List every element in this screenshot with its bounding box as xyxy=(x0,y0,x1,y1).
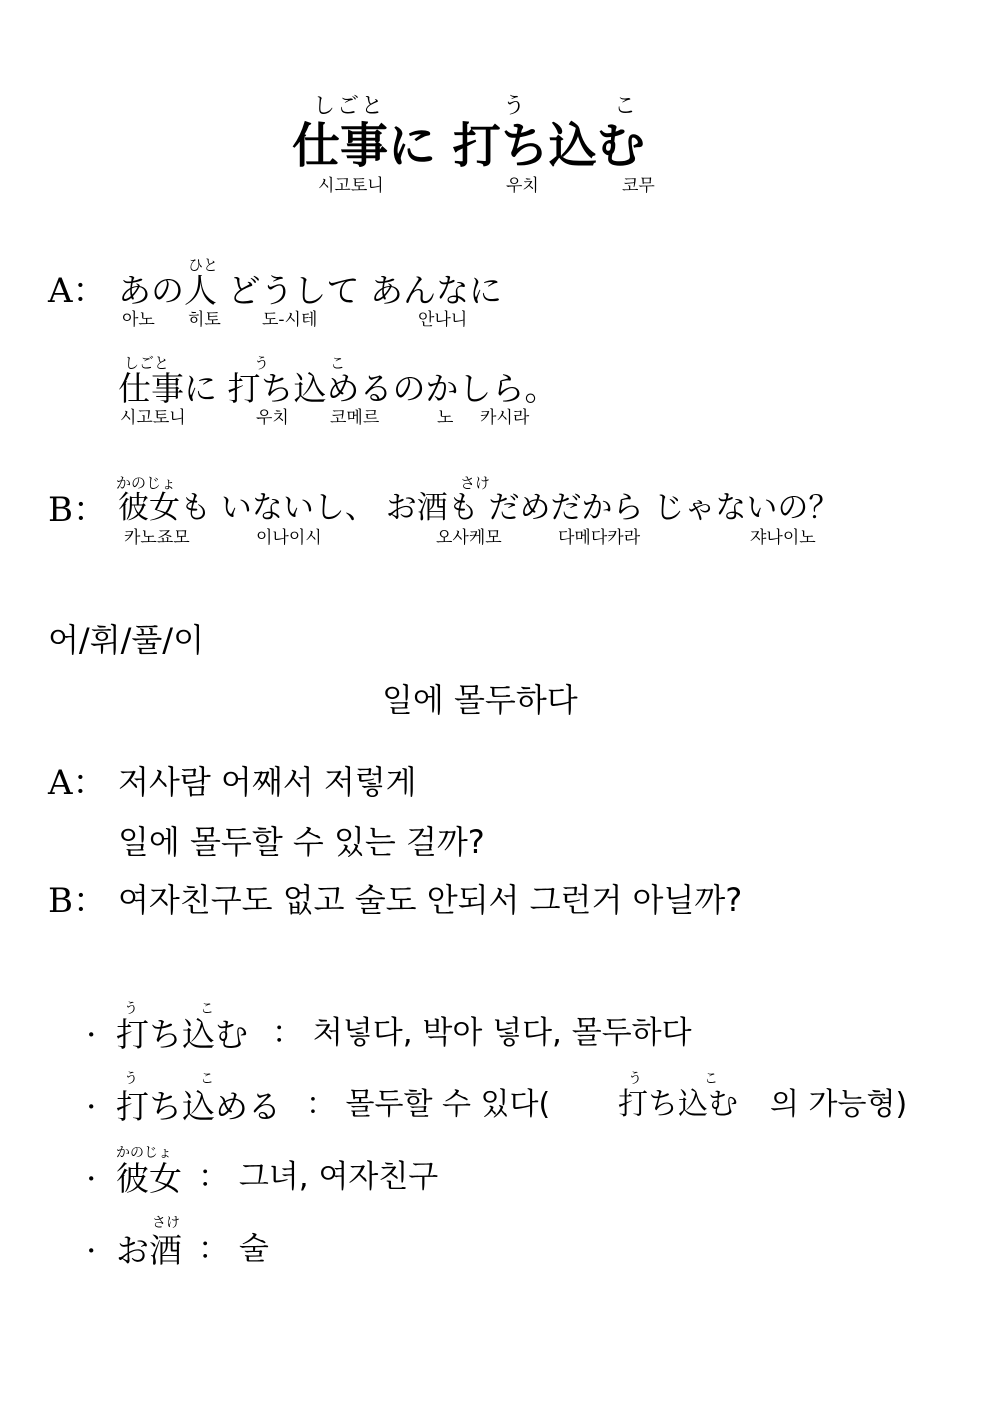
vocab-subtitle: 일에 몰두하다 xyxy=(382,681,578,719)
a2-korean-3: 코메르 xyxy=(330,408,380,428)
a-line1-jp: あの人 どうして あんなに xyxy=(118,271,502,310)
v3-meaning: ： 그녀, 여자친구 xyxy=(198,1159,439,1195)
a1-korean-2: 히토 xyxy=(188,310,221,330)
v2-furigana-ko: こ xyxy=(200,1071,214,1087)
title-korean-3: 코무 xyxy=(622,176,655,196)
b-korean-2: 이나이시 xyxy=(256,528,322,548)
a-line2-jp: 仕事に 打ち込めるのかしら。 xyxy=(118,369,558,408)
kr-a-line2: 일에 몰두할 수 있는 걸까? xyxy=(118,823,485,861)
a1-korean-1: 아노 xyxy=(122,310,155,330)
speaker-b-label: B： xyxy=(48,490,107,530)
v2-ref-furigana-u: う xyxy=(628,1071,642,1087)
b-furigana-sake: さけ xyxy=(460,474,491,492)
title-furigana-ko: こ xyxy=(614,94,637,119)
kr-a-line1: 저사람 어째서 저렇게 xyxy=(118,763,417,801)
b-line-jp: 彼女も いないし、 お酒も だめだから じゃないの？ xyxy=(118,490,840,526)
v1-meaning: ： 처넣다, 박아 넣다, 몰두하다 xyxy=(272,1015,692,1051)
a2-furigana-ko: こ xyxy=(330,354,346,372)
title-korean-2: 우치 xyxy=(506,176,539,196)
v1-word: 打ち込む xyxy=(116,1015,248,1054)
v4-word: お酒 xyxy=(116,1231,182,1270)
speaker-a-label: A： xyxy=(48,271,107,311)
b-korean-1: 카노죠모 xyxy=(124,528,190,548)
kr-speaker-b-label: B： xyxy=(48,881,107,921)
v1-furigana-ko: こ xyxy=(200,1001,214,1017)
a1-furigana-hito: ひと xyxy=(188,256,219,274)
v3-furigana-kanojo: かのじょ xyxy=(116,1145,172,1161)
title-furigana-u: う xyxy=(503,94,526,119)
v3-bullet: · xyxy=(86,1159,97,1198)
a2-furigana-u: う xyxy=(254,354,270,372)
b-korean-3: 오사케모 xyxy=(436,528,502,548)
a2-korean-4: 노 xyxy=(437,408,454,428)
v3-word: 彼女 xyxy=(116,1159,182,1198)
b-korean-5: 쟈나이노 xyxy=(750,528,816,548)
a1-korean-3: 도-시테 xyxy=(262,310,318,330)
a2-korean-5: 카시라 xyxy=(480,408,530,428)
a2-korean-2: 우치 xyxy=(256,408,289,428)
kr-b-line: 여자친구도 없고 술도 안되서 그런거 아닐까? xyxy=(118,881,743,919)
a2-korean-1: 시고토니 xyxy=(120,408,186,428)
v2-word: 打ち込める xyxy=(116,1087,281,1126)
v2-ref-word: 打ち込む xyxy=(618,1087,738,1122)
a2-furigana-shigoto: しごと xyxy=(124,354,170,372)
v2-meaning: ： 몰두할 수 있다( xyxy=(306,1087,551,1122)
v2-ref-furigana-ko: こ xyxy=(704,1071,718,1087)
v2-furigana-u: う xyxy=(124,1071,138,1087)
v1-furigana-u: う xyxy=(124,1001,138,1017)
v2-bullet: · xyxy=(86,1087,97,1126)
kr-speaker-a-label: A： xyxy=(48,763,107,803)
b-furigana-kanojo: かのじょ xyxy=(116,474,177,492)
title-furigana-shigoto: しごと xyxy=(313,94,386,119)
vocab-heading: 어/휘/풀/이 xyxy=(48,621,204,659)
v1-bullet: · xyxy=(86,1015,97,1054)
a1-korean-4: 안나니 xyxy=(418,310,468,330)
title-korean-1: 시고토니 xyxy=(318,176,384,196)
v4-meaning: ： 술 xyxy=(198,1231,269,1267)
v2-meaning-tail: 의 가능형) xyxy=(770,1087,908,1122)
v4-bullet: · xyxy=(86,1231,97,1270)
v4-furigana-sake: さけ xyxy=(152,1215,180,1231)
page-title: 仕事に 打ち込む xyxy=(292,118,645,174)
b-korean-4: 다메다카라 xyxy=(558,528,641,548)
